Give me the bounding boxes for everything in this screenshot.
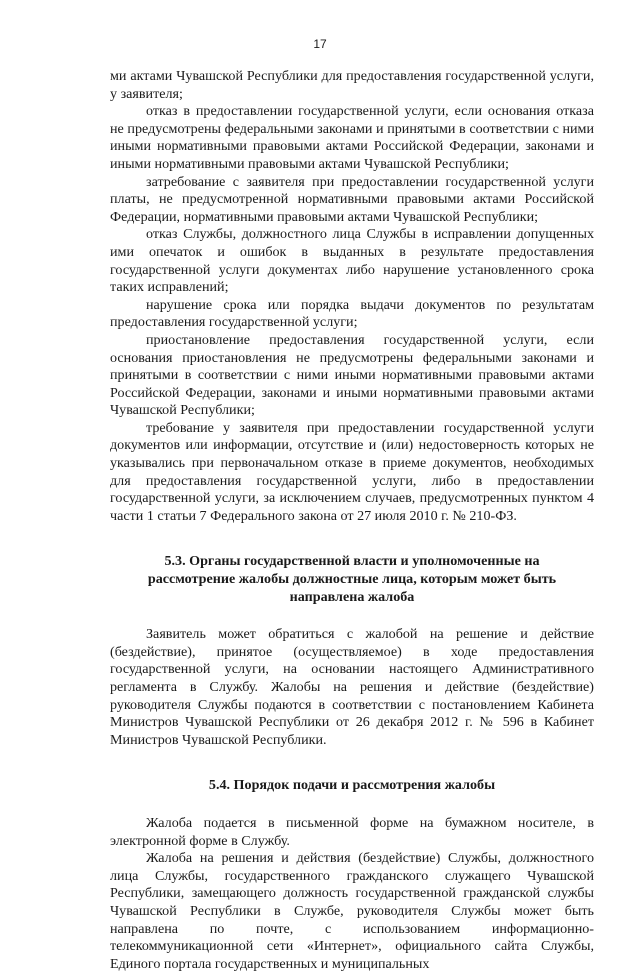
paragraph-fee-demand: затребование с заявителя при предоставлении государственной услуги платы, не предусмотренной нормативными правовыми актами Российской Федерации, нормативными правовыми актами Чувашской Республики; (110, 173, 594, 225)
paragraph-correction-refusal: отказ Службы, должностного лица Службы в исправлении допущенных ими опечаток и ошибок в выданных в результате предоставления государственной услуги документах либо нарушение установленного срока таких исправлений; (110, 226, 594, 296)
section-5-3-heading (110, 553, 594, 606)
section-5-3-heading-line3: направлена жалоба (289, 588, 415, 605)
section-5-3-heading-line1: 5.3. Органы государственной власти и уполномоченные на (164, 553, 540, 570)
paragraph-refusal: отказ в предоставлении государственной услуги, если основания отказа не предусмотрены федеральными законами и принятыми в соответствии с ними иными нормативными правовыми актами Российской Федерации, законами и иными нормативными правовыми актами Чувашской Республики; (110, 103, 594, 172)
section-5-4-paragraph-2: Жалоба на решения и действия (бездействие) Службы, должностного лица Службы, государственного гражданского служащего Чувашской Республики, замещающего должность государственной гражданской службы Чувашской Республики в Службе, руководителя Службы может быть направлена по почте, с использованием информационно-телекоммуникационной сети «Интернет», официального сайта Службы, Единого портала государственных и муниципальных (110, 850, 594, 972)
section-5-4-paragraph-1: Жалоба подается в письменной форме на бумажном носителе, в электронной форме в Службу. (110, 814, 594, 849)
paragraph-deadline-violation: нарушение срока или порядка выдачи документов по результатам предоставления государственной услуги; (110, 296, 594, 331)
paragraph-continuation: ми актами Чувашской Республики для предоставления государственной услуги, у заявителя; (110, 68, 594, 102)
section-5-3-paragraph: Заявитель может обратиться с жалобой на решение и действие (бездействие), принятое (осуществляемое) в ходе предоставления государственной услуги, на основании настоящего Административного регламента в Службу. Жалобы на решения и действие (бездействие) руководителя Службы подаются в соответствии с постановлением Кабинета Министров Чувашской Республики от 26 декабря 2012 г. № 596 в Кабинет Министров Чувашской Республики. (110, 626, 594, 748)
page-number: 17 (313, 37, 327, 51)
section-5-3-heading-line2: рассмотрение жалобы должностные лица, которым может быть (147, 571, 557, 588)
paragraph-document-demand: требование у заявителя при предоставлении государственной услуги документов или информации, отсутствие и (или) недостоверность которых не указывались при первоначальном отказе в приеме документов, необходимых для предоставления государственной услуги, либо в предоставлении государственной услуги, за исключением случаев, предусмотренных пунктом 4 части 1 статьи 7 Федерального закона от 27 июля 2010 г. № 210-ФЗ. (110, 419, 594, 524)
document-body (110, 68, 594, 973)
section-5-4-heading: 5.4. Порядок подачи и рассмотрения жалобы (208, 777, 496, 794)
paragraph-suspension: приостановление предоставления государственной услуги, если основания приостановления не предусмотрены федеральными законами и принятыми в соответствии с ними иными нормативными правовыми актами Российской Федерации, законами и иными нормативными правовыми актами Чувашской Республики; (110, 331, 594, 419)
